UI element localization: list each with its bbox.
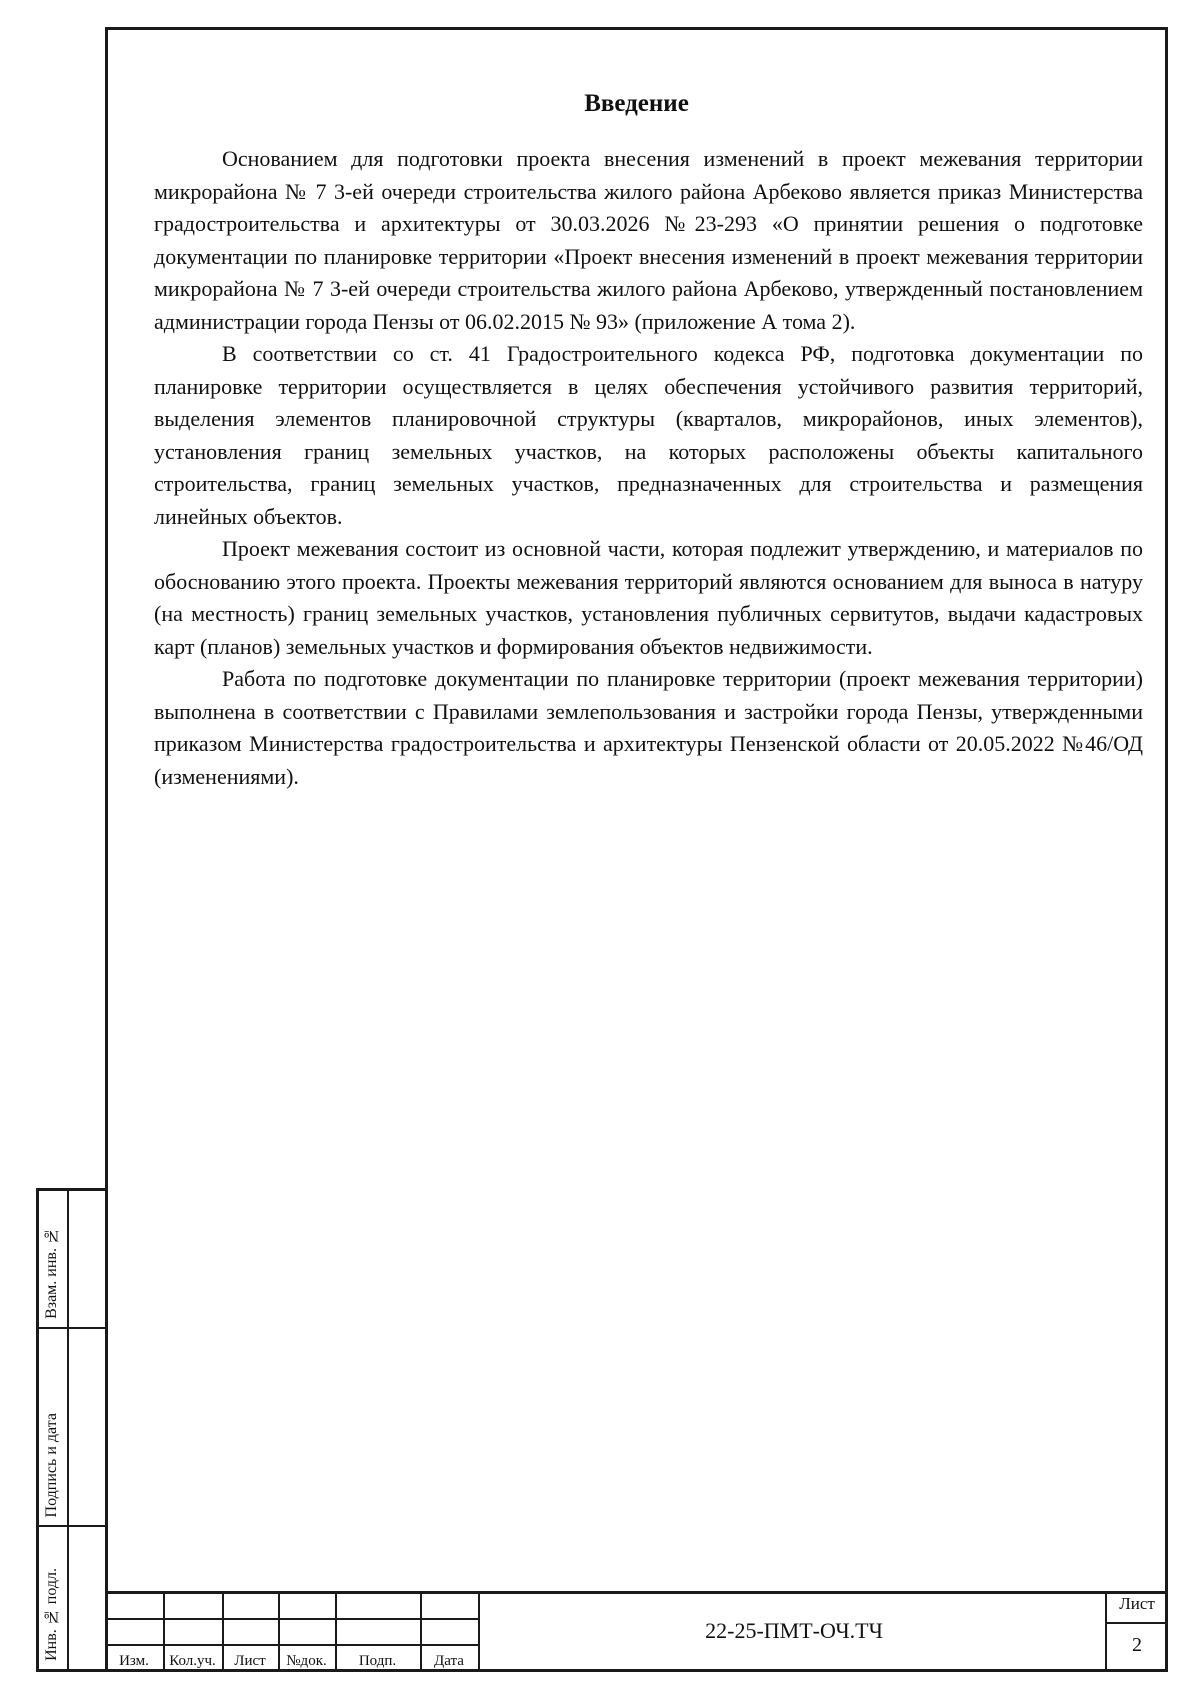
header-izm: Изм. (119, 1653, 149, 1669)
paragraph-1: Основанием для подготовки проекта внесения изменений в проект межевания территории микрорайона № 7 3-ей очереди строительства жилого района Арбеково является приказ Министерства градостроительства и архитектуры от 30.03.2026 №23-293 «О принятии решения о подготовке документации по планировке территории «Проект внесения изменений в проект межевания территории микрорайона № 7 3-ей очереди строительства жилого района Арбеково, утвержденный постановлением администрации города Пензы от 06.02.2015 № 93» (приложение А тома 2). (154, 146, 1143, 334)
side-label-vzam-inv: Взам. инв. № (43, 1227, 60, 1319)
header-ndok: №док. (286, 1653, 327, 1669)
side-stamp (36, 1188, 108, 1672)
side-cell-podpis-data (39, 1329, 105, 1527)
sheet-label: Лист (1119, 1594, 1155, 1613)
header-list: Лист (234, 1653, 266, 1669)
paragraph-2: В соответствии со ст. 41 Градостроительного кодекса РФ, подготовка документации по планировке территории осуществляется в целях обеспечения устойчивого развития территорий, выделения элементов планировочной структуры (кварталов, микрорайонов, иных элементов), установления границ земельных участков, на которых расположены объекты капитального строительства, границ земельных участков, предназначенных для строительства и размещения линейных объектов. (154, 341, 1143, 529)
side-label-podpis-data: Подпись и дата (43, 1412, 60, 1517)
paragraph-4: Работа по подготовке документации по планировке территории (проект межевания территории) выполнена в соответствии с Правилами землепользования и застройки города Пензы, утвержденными приказом Министерства градостроительства и архитектуры Пензенской области от 20.05.2022 №46/ОД (изменениями). (154, 666, 1143, 789)
document-body (154, 143, 1143, 793)
side-label-inv-podl: Инв. № подл. (43, 1568, 60, 1661)
document-code: 22-25-ПМТ-ОЧ.ТЧ (705, 1618, 883, 1643)
side-cell-inv-podl (39, 1527, 105, 1669)
header-podp: Подп. (358, 1653, 397, 1669)
title-block (105, 1591, 1168, 1672)
sheet-number: 2 (1132, 1634, 1142, 1656)
page-frame (105, 27, 1168, 1672)
header-kol-uch: Кол.уч. (169, 1653, 216, 1669)
side-cell-vzam-inv (39, 1191, 105, 1329)
page-title: Введение (584, 90, 689, 117)
paragraph-3: Проект межевания состоит из основной части, которая подлежит утверждению, и материалов по обоснованию этого проекта. Проекты межевания территорий являются основанием для выноса в натуру (на местность) границ земельных участков, установления публичных сервитутов, выдачи кадастровых карт (планов) земельных участков и формирования объектов недвижимости. (154, 536, 1143, 659)
header-data: Дата (434, 1653, 464, 1669)
